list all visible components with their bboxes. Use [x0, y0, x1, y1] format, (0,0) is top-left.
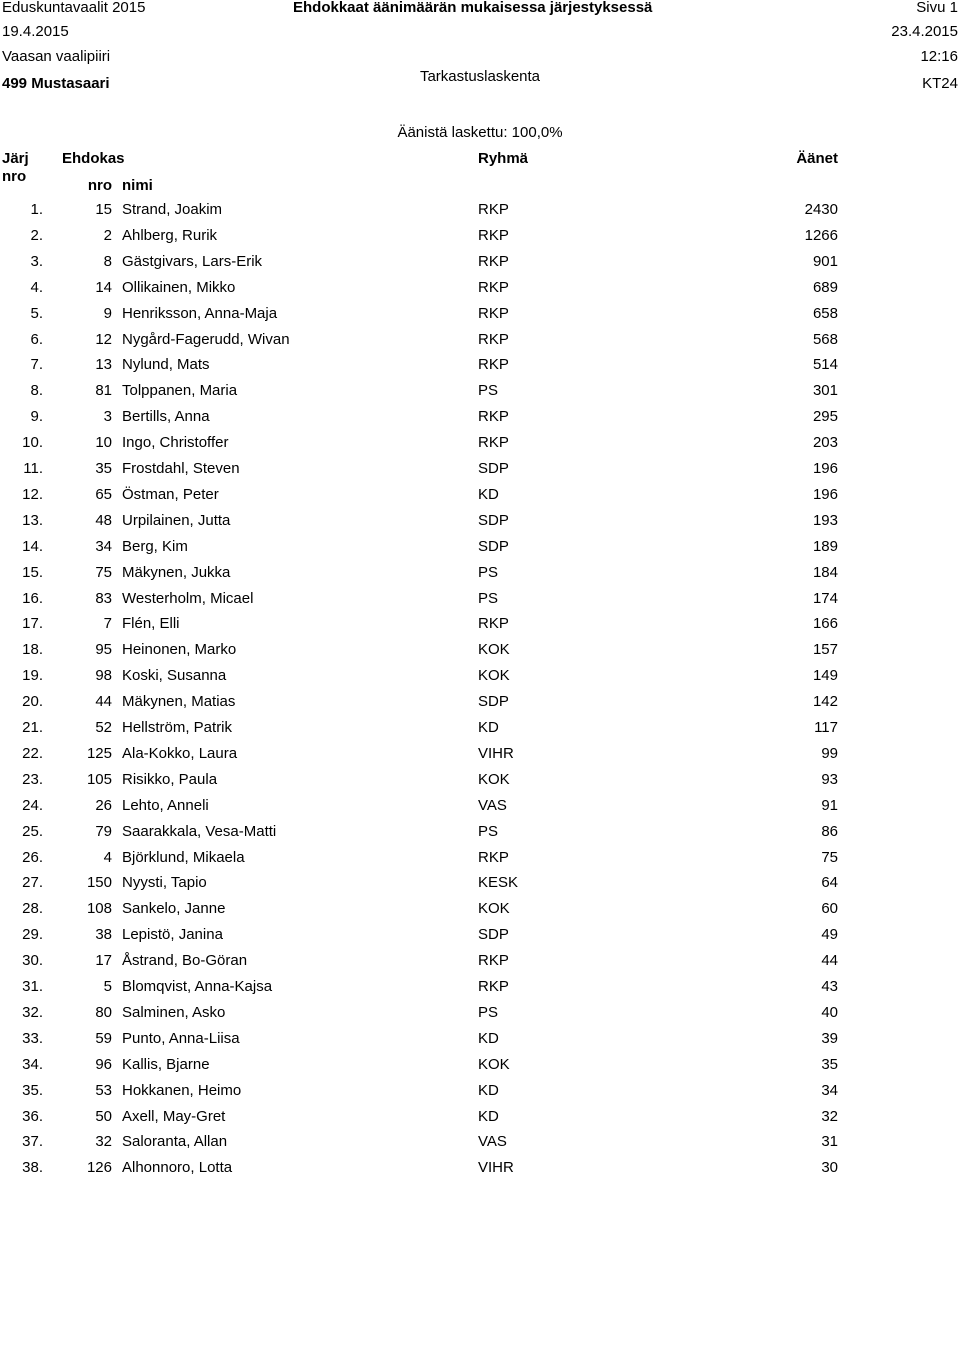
votes-cell: 35	[821, 1055, 838, 1073]
table-row	[0, 1108, 960, 1126]
votes-cell: 203	[812, 434, 838, 452]
candidate-number-cell: 125	[86, 744, 112, 762]
election-date: 19.4.2015	[2, 23, 69, 40]
candidate-name-cell: Ingo, Christoffer	[122, 434, 229, 452]
report-title: Ehdokkaat äänimäärän mukaisessa järjestyksessä	[293, 0, 653, 16]
page-number: Sivu 1	[916, 0, 958, 16]
group-cell: RKP	[478, 434, 509, 452]
candidate-name-cell: Risikko, Paula	[122, 770, 218, 788]
candidate-number-cell: 13	[95, 356, 112, 374]
candidate-name-cell: Nylund, Mats	[122, 356, 210, 374]
table-row	[0, 615, 960, 633]
candidate-name-cell: Lepistö, Janina	[122, 926, 223, 944]
table-row	[0, 460, 960, 478]
election-name: Eduskuntavaalit 2015	[2, 0, 146, 16]
table-row	[0, 823, 960, 841]
rank-cell: 36.	[22, 1107, 43, 1125]
candidate-number-cell: 26	[95, 796, 112, 814]
report-code: KT24	[922, 75, 958, 92]
rank-cell: 11.	[23, 460, 43, 477]
candidate-number-cell: 52	[95, 719, 112, 736]
candidate-number-cell: 14	[95, 278, 112, 296]
table-row	[0, 382, 960, 400]
candidate-name-cell: Frostdahl, Steven	[122, 460, 240, 477]
rank-cell: 1.	[30, 201, 43, 218]
votes-cell: 689	[812, 278, 838, 296]
group-cell: VIHR	[478, 1159, 514, 1177]
candidate-name-cell: Urpilainen, Jutta	[122, 511, 231, 529]
votes-cell: 658	[812, 304, 838, 322]
rank-cell: 21.	[22, 719, 43, 736]
rank-cell: 35.	[22, 1081, 43, 1099]
votes-cell: 44	[821, 952, 838, 970]
rank-cell: 4.	[30, 278, 43, 296]
candidate-number-cell: 53	[95, 1081, 112, 1099]
candidate-number-cell: 98	[95, 667, 112, 685]
votes-cell: 174	[812, 589, 838, 607]
candidate-name-cell: Saloranta, Allan	[122, 1133, 228, 1151]
candidate-number-cell: 44	[95, 693, 112, 711]
table-row	[0, 874, 960, 892]
rank-cell: 25.	[22, 822, 43, 840]
votes-cell: 1266	[804, 226, 838, 244]
candidate-name-cell: Mäkynen, Jukka	[122, 563, 231, 581]
table-row	[0, 693, 960, 711]
group-cell: VAS	[478, 1133, 507, 1151]
votes-cell: 568	[812, 330, 838, 348]
candidate-number-cell: 79	[95, 822, 112, 840]
table-row	[0, 512, 960, 530]
table-row	[0, 797, 960, 815]
table-row	[0, 667, 960, 685]
candidate-name-cell: Ollikainen, Mikko	[122, 278, 236, 296]
group-cell: KD	[478, 719, 499, 736]
table-row	[0, 1159, 960, 1177]
candidate-number-cell: 105	[86, 770, 112, 788]
candidate-number-cell: 81	[95, 382, 112, 400]
group-cell: SDP	[478, 537, 509, 555]
rank-cell: 6.	[30, 330, 43, 348]
votes-cell: 2430	[804, 201, 838, 218]
candidate-name-cell: Nygård-Fagerudd, Wivan	[122, 330, 290, 348]
group-cell: PS	[478, 563, 499, 581]
rank-cell: 29.	[22, 926, 43, 944]
group-cell: RKP	[478, 252, 509, 270]
votes-cell: 32	[821, 1107, 838, 1125]
table-row	[0, 253, 960, 271]
table-row	[0, 356, 960, 374]
rank-cell: 15.	[22, 563, 43, 581]
candidate-number-cell: 5	[103, 978, 112, 995]
rank-cell: 32.	[22, 1003, 43, 1021]
candidate-name-cell: Flén, Elli	[122, 615, 180, 633]
candidate-name-cell: Westerholm, Micael	[122, 589, 254, 607]
group-cell: RKP	[478, 201, 509, 218]
candidate-name-cell: Strand, Joakim	[122, 201, 223, 218]
table-row	[0, 564, 960, 582]
print-date: 23.4.2015	[891, 23, 958, 40]
table-row	[0, 849, 960, 867]
votes-cell: 75	[821, 848, 838, 866]
group-cell: RKP	[478, 278, 509, 296]
votes-cell: 64	[821, 874, 838, 892]
col-candidate-header: Ehdokas	[62, 150, 125, 167]
rank-cell: 26.	[22, 848, 43, 866]
votes-cell: 196	[812, 485, 838, 503]
group-cell: VIHR	[478, 744, 514, 762]
group-cell: PS	[478, 382, 499, 400]
candidate-number-cell: 50	[95, 1107, 112, 1125]
group-cell: KD	[478, 1107, 499, 1125]
group-cell: RKP	[478, 330, 509, 348]
candidate-name-cell: Mäkynen, Matias	[122, 693, 236, 711]
candidate-name-cell: Nyysti, Tapio	[122, 874, 207, 892]
votes-cell: 34	[821, 1081, 838, 1099]
group-cell: SDP	[478, 460, 509, 477]
candidate-name-cell: Tolppanen, Maria	[122, 382, 238, 400]
candidate-name-cell: Alhonnoro, Lotta	[122, 1159, 233, 1177]
group-cell: PS	[478, 589, 499, 607]
group-cell: RKP	[478, 615, 509, 633]
votes-cell: 31	[821, 1133, 838, 1151]
rank-cell: 9.	[30, 408, 43, 426]
candidate-number-cell: 80	[95, 1003, 112, 1021]
rank-cell: 18.	[22, 641, 43, 659]
group-cell: KOK	[478, 1055, 510, 1073]
votes-cell: 901	[812, 252, 838, 270]
votes-cell: 117	[814, 719, 838, 736]
col-rank-header-sub: nro	[2, 168, 27, 185]
candidate-number-cell: 8	[103, 252, 112, 270]
group-cell: KOK	[478, 770, 510, 788]
col-votes-header: Äänet	[796, 150, 838, 167]
table-row	[0, 900, 960, 918]
rank-cell: 14.	[22, 537, 43, 555]
candidate-name-cell: Lehto, Anneli	[122, 796, 209, 814]
rank-cell: 31.	[22, 978, 43, 995]
candidate-number-cell: 10	[95, 434, 112, 452]
votes-cell: 93	[821, 770, 838, 788]
votes-cell: 40	[821, 1003, 838, 1021]
table-row	[0, 590, 960, 608]
group-cell: KOK	[478, 900, 510, 918]
table-row	[0, 305, 960, 323]
table-row	[0, 227, 960, 245]
table-row	[0, 201, 960, 219]
candidate-name-cell: Berg, Kim	[122, 537, 188, 555]
group-cell: KOK	[478, 641, 510, 659]
col-nro-header: nro	[87, 177, 112, 194]
votes-cell: 193	[812, 511, 838, 529]
rank-cell: 30.	[22, 952, 43, 970]
candidate-number-cell: 150	[86, 874, 112, 892]
municipality: 499 Mustasaari	[2, 75, 110, 92]
votes-cell: 142	[812, 693, 838, 711]
candidate-name-cell: Sankelo, Janne	[122, 900, 226, 918]
candidate-name-cell: Gästgivars, Lars-Erik	[122, 252, 263, 270]
count-mode: Tarkastuslaskenta	[419, 68, 541, 85]
votes-cell: 86	[821, 822, 838, 840]
counted-percentage: Äänistä laskettu: 100,0%	[397, 124, 563, 141]
candidate-number-cell: 96	[95, 1055, 112, 1073]
print-time: 12:16	[920, 48, 958, 65]
candidate-name-cell: Ala-Kokko, Laura	[122, 744, 238, 762]
candidate-number-cell: 35	[95, 460, 112, 477]
table-row	[0, 1030, 960, 1048]
table-row	[0, 434, 960, 452]
rank-cell: 20.	[22, 693, 43, 711]
group-cell: SDP	[478, 511, 509, 529]
candidate-name-cell: Punto, Anna-Liisa	[122, 1029, 240, 1047]
votes-cell: 99	[821, 744, 838, 762]
candidate-number-cell: 4	[103, 848, 112, 866]
table-row	[0, 408, 960, 426]
rank-cell: 12.	[22, 485, 43, 503]
candidate-number-cell: 126	[86, 1159, 112, 1177]
votes-cell: 149	[812, 667, 838, 685]
votes-cell: 166	[812, 615, 838, 633]
group-cell: RKP	[478, 226, 509, 244]
col-name-header: nimi	[122, 177, 153, 194]
col-rank-header: Järj	[2, 150, 29, 167]
table-row	[0, 1133, 960, 1151]
rank-cell: 24.	[22, 796, 43, 814]
candidate-number-cell: 15	[95, 201, 112, 218]
table-row	[0, 538, 960, 556]
votes-cell: 184	[812, 563, 838, 581]
votes-cell: 49	[821, 926, 838, 944]
candidate-number-cell: 2	[103, 226, 112, 244]
candidate-name-cell: Henriksson, Anna-Maja	[122, 304, 278, 322]
rank-cell: 16.	[22, 589, 43, 607]
candidate-name-cell: Saarakkala, Vesa-Matti	[122, 822, 277, 840]
rank-cell: 13.	[22, 511, 43, 529]
group-cell: RKP	[478, 356, 509, 374]
candidate-number-cell: 108	[86, 900, 112, 918]
candidate-name-cell: Kallis, Bjarne	[122, 1055, 210, 1073]
group-cell: KOK	[478, 667, 510, 685]
table-row	[0, 641, 960, 659]
votes-cell: 196	[812, 460, 838, 477]
candidate-number-cell: 75	[95, 563, 112, 581]
table-row	[0, 745, 960, 763]
candidate-number-cell: 48	[95, 511, 112, 529]
votes-cell: 514	[812, 356, 838, 374]
table-row	[0, 1004, 960, 1022]
candidate-name-cell: Hellström, Patrik	[122, 719, 233, 736]
rank-cell: 17.	[22, 615, 43, 633]
group-cell: SDP	[478, 693, 509, 711]
rank-cell: 19.	[22, 667, 43, 685]
candidate-number-cell: 7	[103, 615, 112, 633]
group-cell: RKP	[478, 304, 509, 322]
rank-cell: 38.	[22, 1159, 43, 1177]
table-row	[0, 1082, 960, 1100]
votes-cell: 43	[821, 978, 838, 995]
candidate-name-cell: Östman, Peter	[122, 485, 219, 503]
votes-cell: 91	[821, 796, 838, 814]
group-cell: KD	[478, 1081, 499, 1099]
votes-cell: 39	[821, 1029, 838, 1047]
group-cell: KD	[478, 1029, 499, 1047]
votes-cell: 30	[821, 1159, 838, 1177]
votes-cell: 60	[821, 900, 838, 918]
candidate-name-cell: Hokkanen, Heimo	[122, 1081, 242, 1099]
col-group-header: Ryhmä	[478, 150, 529, 167]
group-cell: KD	[478, 485, 499, 503]
candidate-number-cell: 3	[103, 408, 112, 426]
votes-cell: 157	[812, 641, 838, 659]
table-row	[0, 952, 960, 970]
candidate-number-cell: 32	[95, 1133, 112, 1151]
electoral-district: Vaasan vaalipiiri	[2, 48, 111, 65]
candidate-name-cell: Salminen, Asko	[122, 1003, 226, 1021]
votes-cell: 295	[812, 408, 838, 426]
group-cell: PS	[478, 1003, 499, 1021]
candidate-name-cell: Björklund, Mikaela	[122, 848, 245, 866]
rank-cell: 37.	[22, 1133, 43, 1151]
rank-cell: 3.	[30, 252, 43, 270]
candidate-number-cell: 34	[95, 537, 112, 555]
candidate-number-cell: 17	[95, 952, 112, 970]
table-row	[0, 978, 960, 996]
table-row	[0, 926, 960, 944]
group-cell: RKP	[478, 408, 509, 426]
group-cell: SDP	[478, 926, 509, 944]
candidate-number-cell: 95	[95, 641, 112, 659]
candidate-name-cell: Åstrand, Bo-Göran	[122, 952, 248, 970]
candidate-number-cell: 38	[95, 926, 112, 944]
group-cell: RKP	[478, 952, 509, 970]
candidate-number-cell: 59	[95, 1029, 112, 1047]
table-row	[0, 1056, 960, 1074]
rank-cell: 5.	[30, 304, 43, 322]
votes-cell: 189	[812, 537, 838, 555]
table-row	[0, 719, 960, 737]
candidate-number-cell: 65	[95, 485, 112, 503]
group-cell: RKP	[478, 978, 509, 995]
group-cell: VAS	[478, 796, 507, 814]
rank-cell: 2.	[30, 226, 43, 244]
rank-cell: 7.	[30, 356, 43, 374]
candidate-number-cell: 12	[95, 330, 112, 348]
table-row	[0, 331, 960, 349]
candidate-number-cell: 9	[103, 304, 112, 322]
group-cell: KESK	[478, 874, 519, 892]
table-row	[0, 486, 960, 504]
rank-cell: 28.	[22, 900, 43, 918]
rank-cell: 22.	[22, 744, 43, 762]
group-cell: RKP	[478, 848, 509, 866]
rank-cell: 8.	[30, 382, 43, 400]
rank-cell: 10.	[22, 434, 43, 452]
group-cell: PS	[478, 822, 499, 840]
votes-cell: 301	[812, 382, 838, 400]
rank-cell: 27.	[22, 874, 43, 892]
candidate-name-cell: Heinonen, Marko	[122, 641, 237, 659]
candidate-name-cell: Blomqvist, Anna-Kajsa	[122, 978, 273, 995]
candidate-name-cell: Ahlberg, Rurik	[122, 226, 218, 244]
candidate-name-cell: Koski, Susanna	[122, 667, 227, 685]
rank-cell: 34.	[22, 1055, 43, 1073]
table-row	[0, 771, 960, 789]
rank-cell: 33.	[22, 1029, 43, 1047]
rank-cell: 23.	[22, 770, 43, 788]
candidate-name-cell: Bertills, Anna	[122, 408, 210, 426]
candidate-name-cell: Axell, May-Gret	[122, 1107, 226, 1125]
table-row	[0, 279, 960, 297]
candidate-number-cell: 83	[95, 589, 112, 607]
